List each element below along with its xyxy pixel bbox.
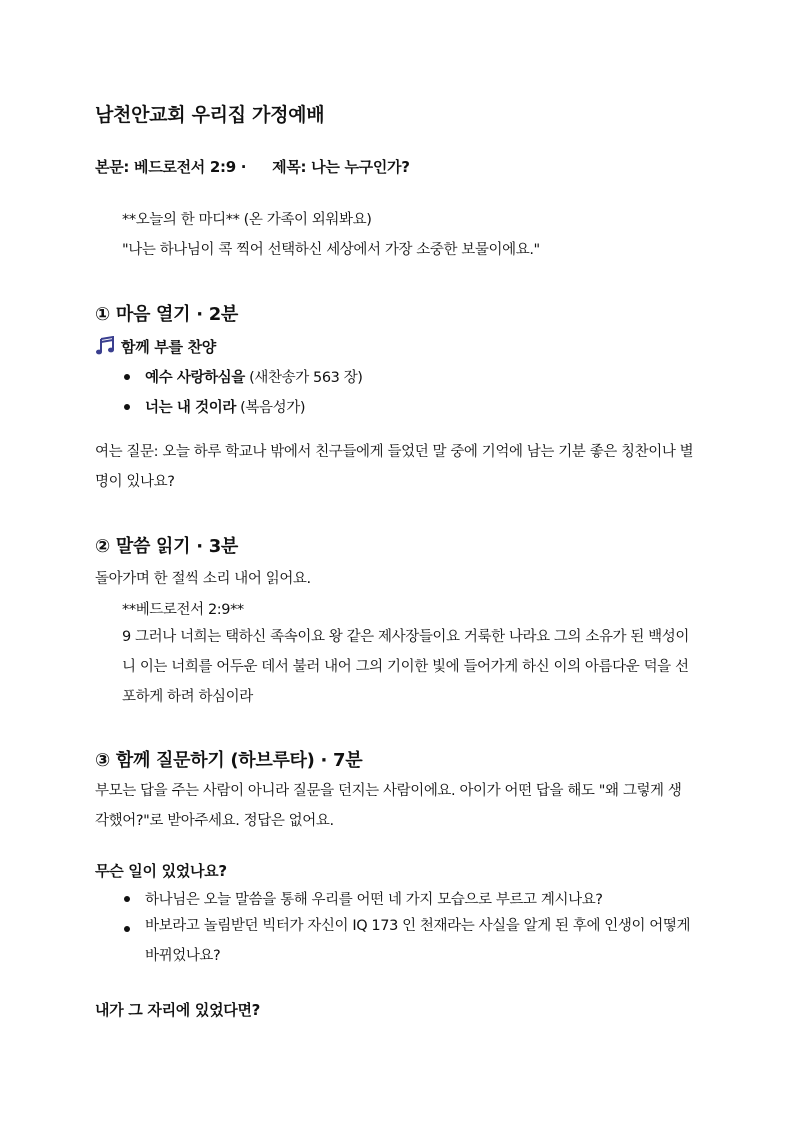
bullet-icon (124, 404, 130, 410)
sermon-meta (95, 156, 410, 177)
question-group-1-heading: 무슨 일이 있었나요? (95, 862, 227, 880)
section-1-heading: ① 마음 열기 · 2분 (95, 304, 239, 325)
question-item: 바보라고 놀림받던 빅터가 자신이 IQ 173 인 천재라는 사실을 알게 된 후에 인생이 어떻게 바뀌었나요? (145, 918, 691, 964)
song-note: (새찬송가 563 장) (244, 370, 363, 386)
question-item: 하나님은 오늘 말씀을 통해 우리를 어떤 네 가지 모습으로 부르고 계시나요? (145, 892, 603, 908)
word-of-day-label: **오늘의 한 마디** (온 가족이 외워봐요) (122, 212, 372, 228)
bullet-icon (124, 926, 130, 932)
verse-reference: **베드로전서 2:9** (122, 602, 244, 618)
song-name: 너는 내 것이라 (145, 400, 236, 416)
section-2-heading: ② 말씀 읽기 · 3분 (95, 536, 239, 557)
song-note: (복음성가) (235, 400, 306, 416)
song-item (145, 396, 305, 417)
question-group-2-heading: 내가 그 자리에 있었다면? (95, 1001, 261, 1019)
section-3-intro: 부모는 답을 주는 사람이 아니라 질문을 던지는 사람이에요. 아이가 어떤 답을 해도 "왜 그렇게 생각했어?"로 받아주세요. 정답은 없어요. (95, 783, 682, 829)
section-3-heading: ③ 함께 질문하기 (하브루타) · 7분 (95, 750, 363, 771)
song-item (145, 366, 363, 387)
bullet-icon (124, 374, 130, 380)
verse-text: 9 그러나 너희는 택하신 족속이요 왕 같은 제사장들이요 거룩한 나라요 그의 소유가 된 백성이니 이는 너희를 어두운 데서 불러 내어 그의 기이한 빛에 들어가게 하신 이의 아름다운 덕을 선포하게 하려 하심이라 (122, 629, 690, 705)
section-1-subheading (95, 336, 216, 357)
word-of-day-quote: "나는 하나님이 콕 찍어 선택하신 세상에서 가장 소중한 보물이에요." (122, 242, 540, 258)
bullet-icon (124, 896, 130, 902)
song-list-label: 함께 부를 찬양 (121, 338, 216, 356)
sermon-topic: 제목: 나는 누구인가? (272, 158, 410, 176)
scripture-reference: 본문: 베드로전서 2:9 · (95, 158, 247, 176)
song-name: 예수 사랑하심을 (145, 370, 245, 386)
music-note-icon (95, 336, 115, 356)
opening-question: 여는 질문: 오늘 하루 학교나 밖에서 친구들에게 들었던 말 중에 기억에 남는 기분 좋은 칭찬이나 별명이 있나요? (95, 444, 694, 490)
page-title: 남천안교회 우리집 가정예배 (95, 104, 325, 126)
reading-instruction: 돌아가며 한 절씩 소리 내어 읽어요. (95, 571, 311, 587)
